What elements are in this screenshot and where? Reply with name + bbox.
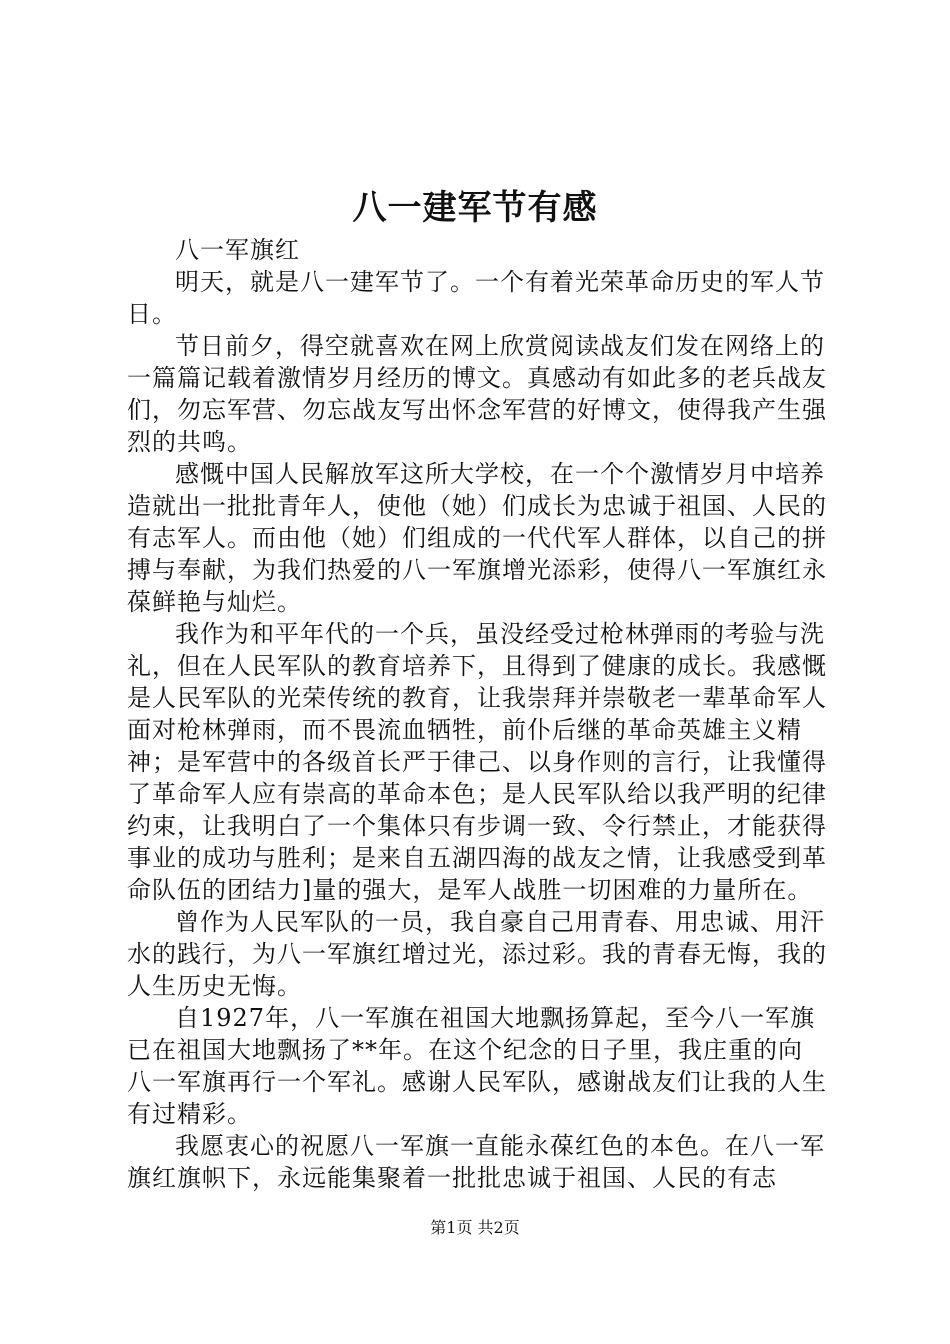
document-title: 八一建军节有感 — [352, 188, 598, 228]
paragraph: 曾作为人民军队的一员，我自豪自己用青春、用忠诚、用汗水的践行，为八一军旗红增过光，添过彩。我的青春无悔，我的人生历史无悔。 — [127, 908, 827, 1000]
page-number-footer: 第1页 共2页 — [430, 1218, 520, 1237]
paragraph: 八一军旗红 — [175, 236, 300, 264]
paragraph: 我愿衷心的祝愿八一军旗一直能永葆红色的本色。在八一军旗红旗帜下，永远能集聚着一批批忠诚于祖国、人民的有志 — [127, 1132, 825, 1192]
paragraph: 我作为和平年代的一个兵，虽没经受过枪林弹雨的考验与洗礼，但在人民军队的教育培养下，且得到了健康的成长。我感慨是人民军队的光荣传统的教育，让我崇拜并崇敬老一辈革命军人面对枪林弹雨，而不畏流血牺牲，前仆后继的革命英雄主义精神；是军营中的各级首长严于律己、以身作则的言行，让我懂得了革命军人应有崇高的革命本色；是人民军队给以我严明的纪律约束，让我明白了一个集体只有步调一致、令行禁止，才能获得事业的成功与胜利；是来自五湖四海的战友之情，让我感受到革命队伍的团结力]量的强大，是军人战胜一切困难的力量所在。 — [127, 620, 827, 904]
paragraph: 明天，就是八一建军节了。一个有着光荣革命历史的军人节日。 — [127, 268, 825, 328]
document-body — [127, 234, 827, 1194]
paragraph: 节日前夕，得空就喜欢在网上欣赏阅读战友们发在网络上的一篇篇记载着激情岁月经历的博文。真感动有如此多的老兵战友们，勿忘军营、勿忘战友写出怀念军营的好博文，使得我产生强烈的共鸣。 — [127, 332, 827, 456]
paragraph: 感慨中国人民解放军这所大学校，在一个个激情岁月中培养造就出一批批青年人，使他（她）们成长为忠诚于祖国、人民的有志军人。而由他（她）们组成的一代代军人群体，以自己的拼搏与奉献，为我们热爱的八一军旗增光添彩，使得八一军旗红永葆鲜艳与灿烂。 — [127, 460, 827, 616]
paragraph: 自1927年，八一军旗在祖国大地飘扬算起，至今八一军旗已在祖国大地飘扬了**年。在这个纪念的日子里，我庄重的向八一军旗再行一个军礼。感谢人民军队，感谢战友们让我的人生有过精彩。 — [127, 1004, 827, 1128]
